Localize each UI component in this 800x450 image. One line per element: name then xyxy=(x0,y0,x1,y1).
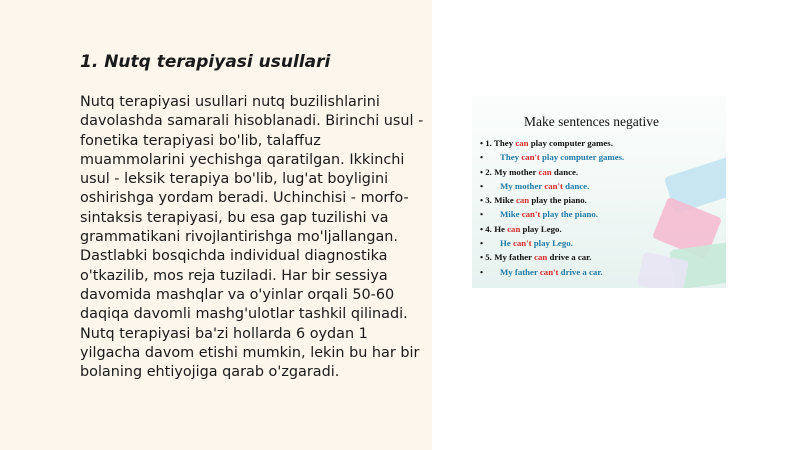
modal-verb: can xyxy=(515,138,529,148)
modal-verb: can't xyxy=(539,266,559,277)
modal-verb: can't xyxy=(512,238,532,249)
bullet: • 3. xyxy=(480,195,492,206)
bullet: • 4. xyxy=(480,223,492,234)
modal-verb: can't xyxy=(544,180,563,191)
modal-verb: can't xyxy=(521,209,541,220)
sentence-start: They xyxy=(492,138,516,148)
modal-verb: can xyxy=(534,252,548,263)
positive-sentence xyxy=(480,250,720,264)
bullet: • xyxy=(480,152,484,163)
sentence-end: play the piano. xyxy=(540,209,599,220)
bullet: • 5. xyxy=(480,252,492,263)
sentence-end: play the piano. xyxy=(529,195,587,206)
sentence-end: dance. xyxy=(551,166,579,177)
negative-sentence xyxy=(480,207,720,221)
sentence-start: Mike xyxy=(492,195,516,206)
section-title: 1. Nutq terapiyasi usullari xyxy=(80,52,331,72)
negative-sentence xyxy=(480,236,720,250)
sentence-list xyxy=(480,136,720,279)
negative-sentence xyxy=(480,265,720,279)
sentence-start: He xyxy=(500,238,513,249)
sentence-start: He xyxy=(492,223,508,234)
bullet: • xyxy=(480,209,484,220)
sentence-end: dance. xyxy=(562,180,590,191)
bullet: • xyxy=(480,266,484,277)
bullet: • 1. xyxy=(480,138,492,148)
bullet: • 2. xyxy=(480,166,492,177)
slide-title: Make sentences negative xyxy=(524,114,659,129)
sentence-end: play computer games. xyxy=(539,152,625,163)
sentence-start: Mike xyxy=(500,209,522,220)
sentence-start: My mother xyxy=(492,166,539,177)
sentence-start: My mother xyxy=(500,180,545,191)
body-paragraph: Nutq terapiyasi usullari nutq buzilishlarini davolashda samarali hisoblanadi. Birinchi usul - fonetika terapiyasi bo'lib, talaffuz muammolarini yechishga qaratilgan. Ikkinchi usul - leksik terapiya bo'lib, lug'at boyligini oshirishga yordam beradi. Uchinchisi - morfo-sintaksis terapiyasi, bu esa gap tuzilishi va grammatikani rivojlantirishga mo'ljallangan. Dastlabki bosqichda individual diagnostika o'tkazilib, mos reja tuziladi. Har bir sessiya davomida mashqlar va o'yinlar orqali 50-60 daqiqa davomli mashg'ulotlar tashkil qilinadi. Nutq terapiyasi ba'zi hollarda 6 oydan 1 yilgacha davom etishi mumkin, lekin bu har bir bolaning ehtiyojiga qarab o'zgaradi. xyxy=(80,94,424,381)
negative-sentence xyxy=(480,179,720,193)
positive-sentence xyxy=(480,136,720,150)
sentence-end: play computer games. xyxy=(528,138,613,148)
bullet: • xyxy=(480,180,484,191)
bullet: • xyxy=(480,238,484,249)
modal-verb: can't xyxy=(521,152,540,163)
slide-image xyxy=(472,96,726,288)
sentence-start: My father xyxy=(492,252,535,263)
modal-verb: can xyxy=(538,166,552,177)
sentence-end: play Lego. xyxy=(531,238,573,249)
sentence-start: They xyxy=(500,152,522,163)
modal-verb: can xyxy=(515,195,530,206)
sentence-end: play Lego. xyxy=(520,223,562,234)
positive-sentence xyxy=(480,193,720,207)
modal-verb: can xyxy=(507,223,521,234)
sentence-end: drive a car. xyxy=(547,252,592,263)
sentence-start: My father xyxy=(500,266,540,277)
negative-sentence xyxy=(480,150,720,164)
positive-sentence xyxy=(480,165,720,179)
positive-sentence xyxy=(480,222,720,236)
sentence-end: drive a car. xyxy=(558,266,603,277)
